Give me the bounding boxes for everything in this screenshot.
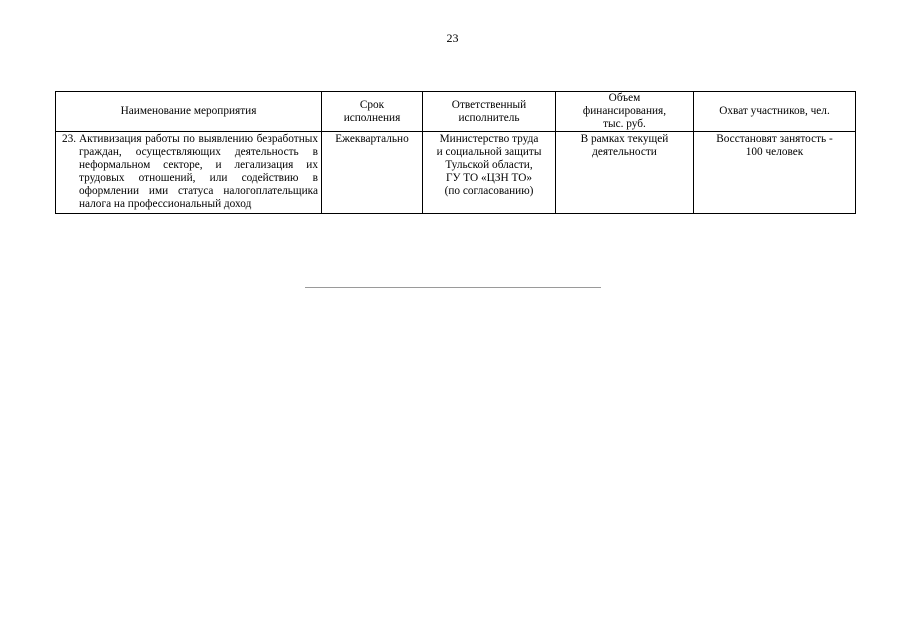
table-header-row: [56, 92, 856, 132]
header-executor: Ответственный исполнитель: [423, 92, 556, 132]
header-deadline: Срок исполнения: [322, 92, 423, 132]
header-coverage: Охват участников, чел.: [694, 92, 856, 132]
page-number: 23: [446, 31, 459, 45]
separator-line: [305, 287, 601, 288]
measure-name: Активизация работы по выявлению безработных граждан, осуществляющих деятельность в неформальном секторе, и легализация их трудовых отношений, или содействию в оформлении ими статуса налогоплательщика налога на профессиональный доход: [79, 133, 318, 210]
header-funding: Объем финансирования, тыс. руб.: [556, 92, 694, 132]
table-row: [56, 132, 856, 214]
cell-funding: В рамках текущей деятельности: [556, 132, 694, 214]
row-number: 23.: [61, 133, 77, 145]
cell-name: [56, 132, 322, 214]
cell-executor: Министерство труда и социальной защиты Тульской области, ГУ ТО «ЦЗН ТО» (по согласованию): [423, 132, 556, 214]
measures-table: [55, 91, 856, 214]
cell-coverage: Восстановят занятость - 100 человек: [694, 132, 856, 214]
cell-deadline: Ежеквартально: [322, 132, 423, 214]
header-name: Наименование мероприятия: [56, 92, 322, 132]
